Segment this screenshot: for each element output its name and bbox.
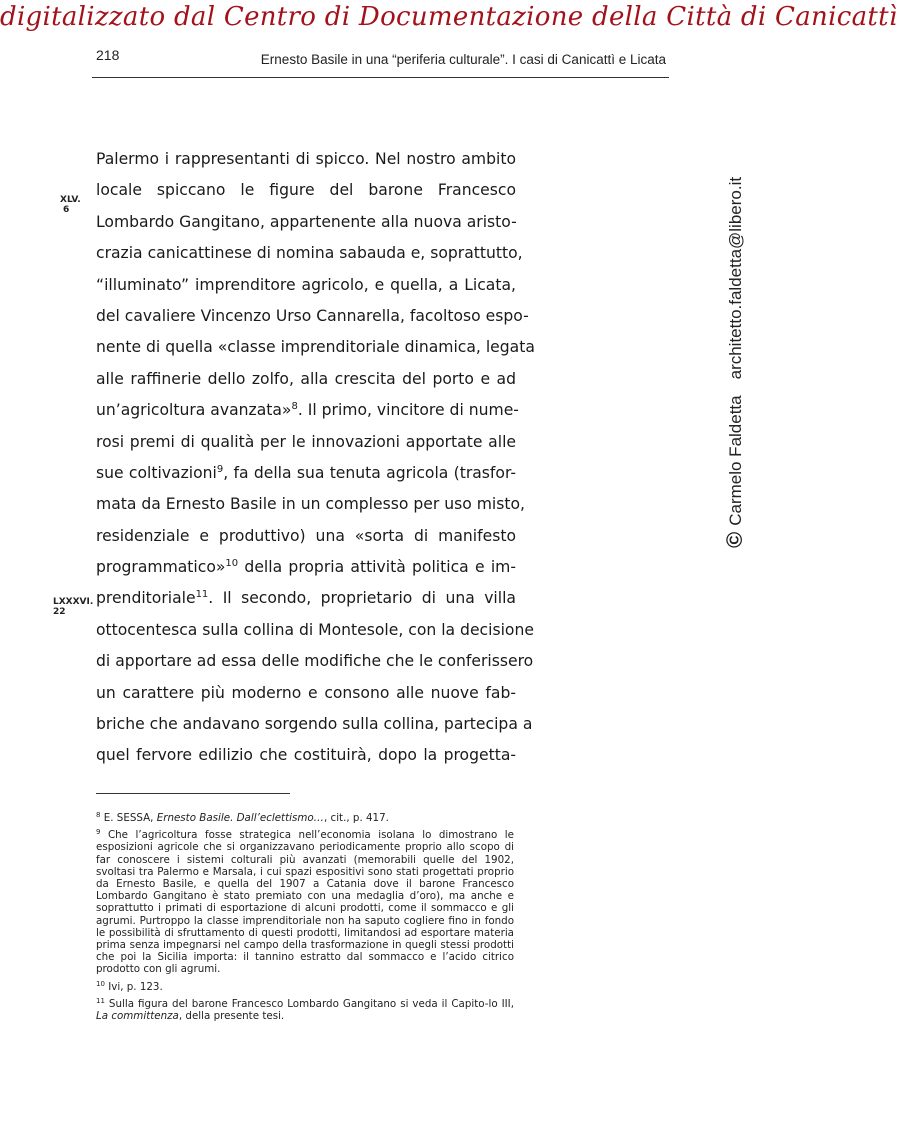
copyright-icon: © [722, 531, 747, 548]
footnote-separator [96, 793, 290, 794]
page-number: 218 [96, 47, 120, 63]
text-line: rosi premi di qualità per le innovazioni apportate alle [96, 432, 516, 451]
footnotes [96, 812, 514, 1027]
text-line: crazia canicattinese di nomina sabauda e, soprattutto, [96, 244, 523, 263]
running-header: Ernesto Basile in una “periferia culturale”. I casi di Canicattì e Licata [260, 52, 666, 67]
margin-note-volume: XLV. 6 [60, 195, 81, 215]
author-name: Carmelo Faldetta [726, 395, 745, 526]
text-line: nente di quella «classe imprenditoriale dinamica, legata [96, 338, 535, 357]
body-text [96, 144, 535, 772]
author-email[interactable]: architetto.faldetta@libero.it [726, 176, 745, 380]
text-line: un’agricoltura avanzata»$^8$. Il primo, vincitore di nume- [96, 401, 519, 420]
text-line: locale spiccano le figure del barone Francesco [96, 181, 516, 200]
text-line: di apportare ad essa delle modifiche che le conferissero [96, 652, 534, 671]
text-line: ottocentesca sulla collina di Montesole, con la decisione [96, 620, 534, 639]
text-line: quel fervore edilizio che costituirà, dopo la progetta- [96, 746, 516, 765]
digitization-watermark: digitalizzato dal Centro di Documentazione della Città di Canicattì [0, 2, 898, 32]
footnote-9: $^9$ Che l’agricoltura fosse strategica nell’economia isolana lo dimostrano le esposizioni agricole che si organizzavano periodicamente proprio allo scopo di far conoscere i sistemi colturali più avanzati (memorabili quelle del 1902, svoltasi tra Palermo e Marsala, i cui spazi espositivi sono stati progettati proprio da Ernesto Basile, e quella del 1907 a Catania dove il barone Francesco Lombardo Gangitano è stato premiato con una medaglia d’oro), ma anche e soprattutto i primati di esportazione di alcuni prodotti, come il sommacco e gli agrumi. Purtroppo la classe imprenditoriale non ha saputo cogliere fino in fondo le possibilità di sfruttamento di questi prodotti, limitandosi ad esportare materia prima senza impegnarsi nel campo della trasformazione in quegli stessi prodotti che poi la Sicilia importa: il tannino estratto dal sommacco e l’acido citrico prodotto con gli agrumi. [96, 828, 515, 976]
text-line: alle raffinerie dello zolfo, alla crescita del porto e ad [96, 369, 516, 388]
text-line: sue coltivazioni$^9$, fa della sua tenuta agricola (trasfor- [96, 463, 516, 482]
footnote-ref-9[interactable]: 9 [216, 463, 224, 475]
header-rule [92, 77, 669, 78]
margin-note-volume-2: LXXXVI. 22 [53, 597, 94, 617]
text-line: Palermo i rappresentanti di spicco. Nel nostro ambito [96, 150, 516, 168]
text-line: mata da Ernesto Basile in un complesso per uso misto, [96, 495, 525, 514]
copyright-credit [722, 177, 748, 548]
footnote-11: $^{11}$ Sulla figura del barone Francesco Lombardo Gangitano si veda il Capito-lo III, La committenza, della presente tesi. [96, 996, 514, 1023]
text-line: un carattere più moderno e consono alle nuove fab- [96, 683, 516, 702]
text-line: briche che andavano sorgendo sulla collina, partecipa a [96, 715, 533, 734]
footnote-ref-11[interactable]: 11 [195, 589, 209, 601]
text-line: prenditoriale$^{11}$. Il secondo, proprietario di una villa [96, 589, 516, 608]
footnote-8: $^8$ E. SESSA, Ernesto Basile. Dall’eclettismo…, cit., p. 417. [96, 811, 389, 824]
text-line: “illuminato” imprenditore agricolo, e quella, a Licata, [96, 275, 516, 294]
footnote-ref-10[interactable]: 10 [225, 558, 239, 570]
text-line: Lombardo Gangitano, appartenente alla nuova aristo- [96, 212, 517, 231]
footnote-10: $^{10}$ Ivi, p. 123. [96, 979, 163, 993]
footnote-ref-8[interactable]: 8 [291, 401, 298, 413]
text-line: residenziale e produttivo) una «sorta di manifesto [96, 526, 516, 545]
text-line: programmatico»$^{10}$ della propria attività politica e im- [96, 558, 516, 577]
text-line: del cavaliere Vincenzo Urso Cannarella, facoltoso espo- [96, 306, 529, 325]
